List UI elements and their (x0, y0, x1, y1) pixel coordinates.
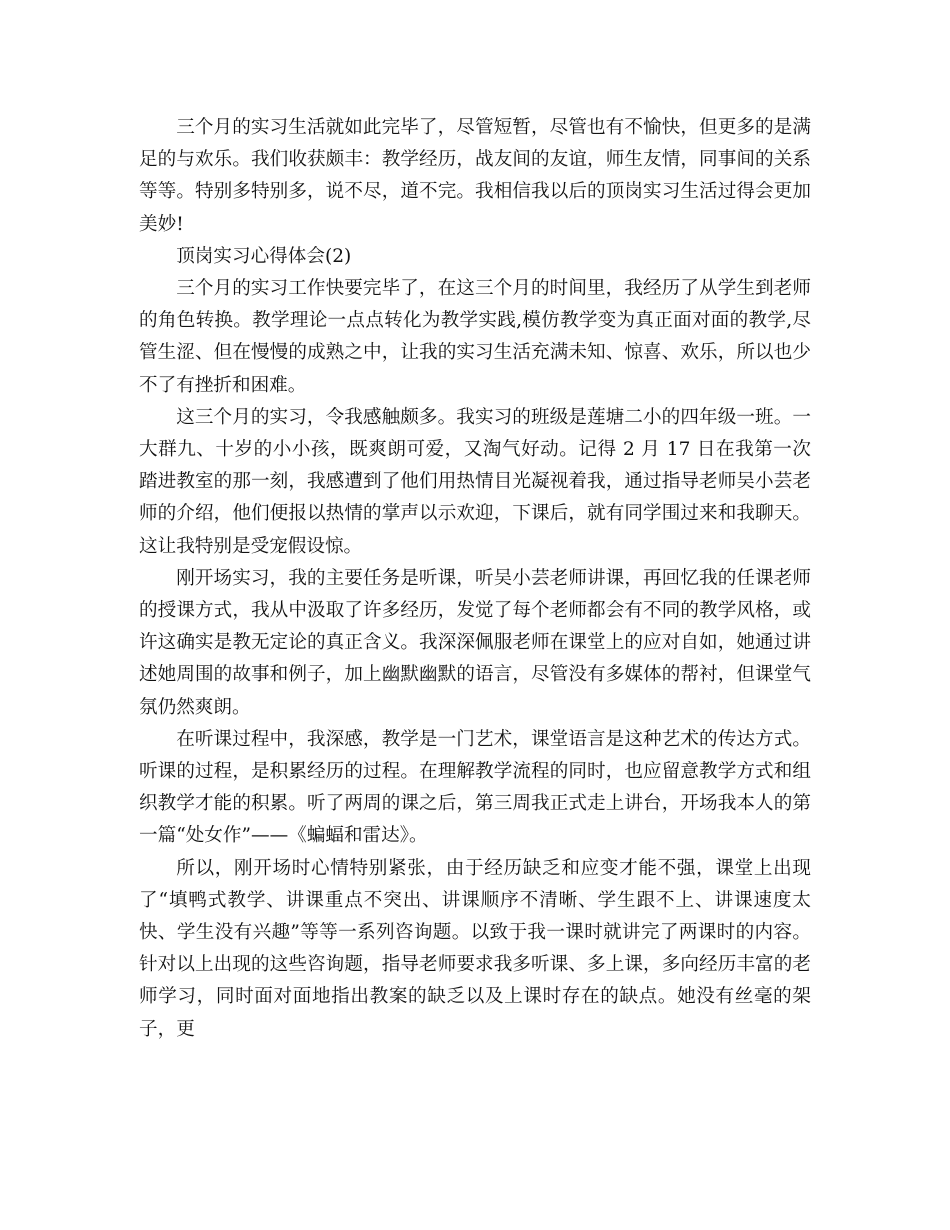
paragraph-6: 所以，刚开场时心情特别紧张，由于经历缺乏和应变才能不强，课堂上出现了“填鸭式教学、讲课重点不突出、讲课顺序不清晰、学生跟不上、讲课速度太快、学生没有兴趣”等等一系列咨询题。以致于我一课时就讲完了两课时的内容。针对以上出现的这些咨询题，指导老师要求我多听课、多上课，多向经历丰富的老师学习，同时面对面地指出教案的缺乏以及上课时存在的缺点。她没有丝毫的架子，更 (139, 857, 811, 1040)
document-page (139, 112, 811, 1046)
paragraph-1: 三个月的实习生活就如此完毕了，尽管短暂，尽管也有不愉快，但更多的是满足的与欢乐。我们收获颇丰：教学经历，战友间的友谊，师生友情，同事间的关系等等。特别多特别多，说不尽，道不完。我相信我以后的顶岗实习生活过得会更加美妙! (139, 117, 811, 235)
paragraph-2: 三个月的实习工作快要完毕了，在这三个月的时间里，我经历了从学生到老师的角色转换。教学理论一点点转化为教学实践,模仿教学变为真正面对面的教学,尽管生涩、但在慢慢的成熟之中，让我的实习生活充满未知、惊喜、欢乐，所以也少不了有挫折和困难。 (139, 278, 811, 396)
section-heading: 顶岗实习心得体会(2) (176, 245, 352, 267)
paragraph-5: 在听课过程中，我深感，教学是一门艺术，课堂语言是这种艺术的传达方式。听课的过程，是积累经历的过程。在理解教学流程的同时，也应留意教学方式和组织教学才能的积累。听了两周的课之后，第三周我正式走上讲台，开场我本人的第一篇“处女作”——《蝙蝠和雷达》。 (139, 728, 811, 847)
paragraph-4: 刚开场实习，我的主要任务是听课，听吴小芸老师讲课，再回忆我的任课老师的授课方式，我从中汲取了许多经历，发觉了每个老师都会有不同的教学风格，或许这确实是教无定论的真正含义。我深深佩服老师在课堂上的应对自如，她通过讲述她周围的故事和例子，加上幽默幽默的语言，尽管没有多媒体的帮衬，但课堂气氛仍然爽朗。 (139, 567, 811, 718)
paragraph-3: 这三个月的实习，令我感触颇多。我实习的班级是莲塘二小的四年级一班。一大群九、十岁的小小孩，既爽朗可爱，又淘气好动。记得 2 月 17 日在我第一次踏进教室的那一刻，我感遭到了他们用热情目光凝视着我，通过指导老师吴小芸老师的介绍，他们便报以热情的掌声以示欢迎，下课后，就有同学围过来和我聊天。这让我特别是受宠假设惊。 (139, 406, 811, 557)
